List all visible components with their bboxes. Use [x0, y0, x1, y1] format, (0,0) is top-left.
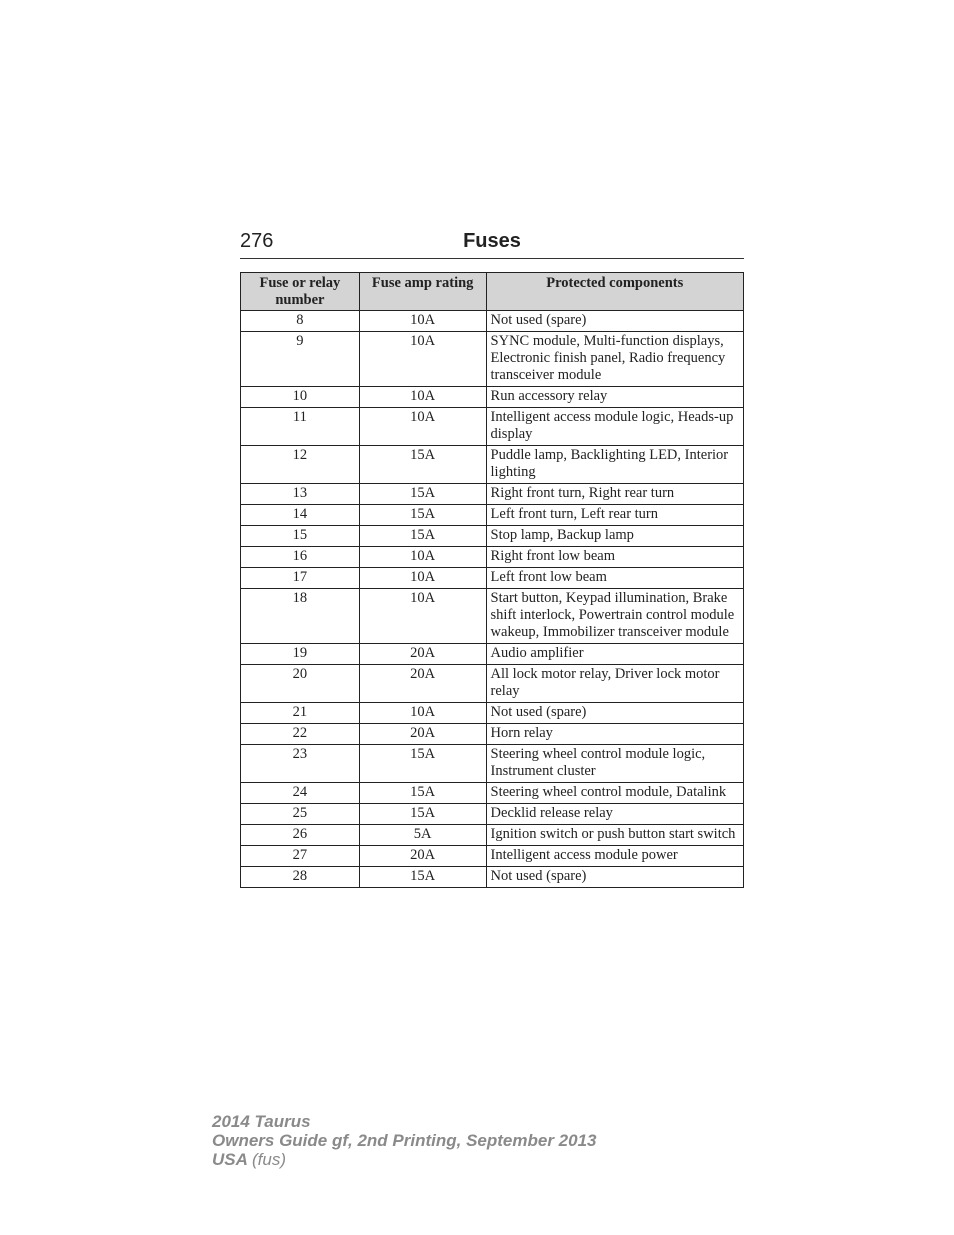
- protected-components-cell: Audio amplifier: [486, 644, 743, 665]
- fuse-number-cell: 16: [241, 547, 360, 568]
- table-row: [241, 526, 744, 547]
- fuse-rating-cell: 10A: [359, 332, 486, 387]
- column-header-number: Fuse or relay number: [241, 273, 360, 311]
- table-body: [241, 311, 744, 888]
- table-row: [241, 568, 744, 589]
- fuse-number-cell: 23: [241, 745, 360, 783]
- table-row: [241, 589, 744, 644]
- fuse-rating-cell: 20A: [359, 644, 486, 665]
- protected-components-cell: Stop lamp, Backup lamp: [486, 526, 743, 547]
- protected-components-cell: Run accessory relay: [486, 387, 743, 408]
- fuse-number-cell: 24: [241, 783, 360, 804]
- footer-edition: Owners Guide gf, 2nd Printing, September 2013: [212, 1131, 597, 1150]
- table-row: [241, 745, 744, 783]
- protected-components-cell: Right front low beam: [486, 547, 743, 568]
- fuse-number-cell: 20: [241, 665, 360, 703]
- table-row: [241, 703, 744, 724]
- fuse-rating-cell: 15A: [359, 446, 486, 484]
- fuse-number-cell: 17: [241, 568, 360, 589]
- column-header-rating: Fuse amp rating: [359, 273, 486, 311]
- table-row: [241, 484, 744, 505]
- footer-region-code: (fus): [252, 1150, 286, 1169]
- fuse-number-cell: 14: [241, 505, 360, 526]
- page-number: 276: [240, 230, 274, 252]
- table-row: [241, 804, 744, 825]
- protected-components-cell: Not used (spare): [486, 703, 743, 724]
- fuse-rating-cell: 15A: [359, 783, 486, 804]
- fuse-rating-cell: 15A: [359, 745, 486, 783]
- table-row: [241, 505, 744, 526]
- fuse-rating-cell: 20A: [359, 665, 486, 703]
- fuse-number-cell: 13: [241, 484, 360, 505]
- protected-components-cell: Intelligent access module power: [486, 846, 743, 867]
- table-row: [241, 846, 744, 867]
- protected-components-cell: All lock motor relay, Driver lock motor relay: [486, 665, 743, 703]
- fuse-rating-cell: 20A: [359, 846, 486, 867]
- footer-region-main: USA: [212, 1150, 248, 1169]
- table-row: [241, 825, 744, 846]
- protected-components-cell: Ignition switch or push button start switch: [486, 825, 743, 846]
- table-row: [241, 446, 744, 484]
- fuse-number-cell: 8: [241, 311, 360, 332]
- fuse-number-cell: 22: [241, 724, 360, 745]
- protected-components-cell: Left front turn, Left rear turn: [486, 505, 743, 526]
- fuse-number-cell: 15: [241, 526, 360, 547]
- fuse-rating-cell: 15A: [359, 804, 486, 825]
- fuse-number-cell: 10: [241, 387, 360, 408]
- fuse-table: [240, 272, 744, 888]
- protected-components-cell: Intelligent access module logic, Heads-up display: [486, 408, 743, 446]
- fuse-rating-cell: 10A: [359, 703, 486, 724]
- table-row: [241, 783, 744, 804]
- page-header: [240, 228, 744, 259]
- page-title: Fuses: [463, 230, 521, 252]
- protected-components-cell: Not used (spare): [486, 311, 743, 332]
- table-row: [241, 644, 744, 665]
- fuse-number-cell: 21: [241, 703, 360, 724]
- protected-components-cell: Steering wheel control module logic, Instrument cluster: [486, 745, 743, 783]
- fuse-rating-cell: 15A: [359, 484, 486, 505]
- protected-components-cell: Steering wheel control module, Datalink: [486, 783, 743, 804]
- protected-components-cell: Left front low beam: [486, 568, 743, 589]
- table-row: [241, 332, 744, 387]
- fuse-number-cell: 19: [241, 644, 360, 665]
- fuse-number-cell: 9: [241, 332, 360, 387]
- fuse-rating-cell: 5A: [359, 825, 486, 846]
- fuse-rating-cell: 15A: [359, 505, 486, 526]
- table-row: [241, 408, 744, 446]
- fuse-number-cell: 28: [241, 867, 360, 888]
- fuse-rating-cell: 10A: [359, 547, 486, 568]
- protected-components-cell: Start button, Keypad illumination, Brake shift interlock, Powertrain control module wakeup, Immobilizer transceiver module: [486, 589, 743, 644]
- fuse-rating-cell: 10A: [359, 589, 486, 644]
- fuse-rating-cell: 15A: [359, 526, 486, 547]
- fuse-number-cell: 26: [241, 825, 360, 846]
- fuse-number-cell: 18: [241, 589, 360, 644]
- protected-components-cell: Right front turn, Right rear turn: [486, 484, 743, 505]
- protected-components-cell: Puddle lamp, Backlighting LED, Interior lighting: [486, 446, 743, 484]
- table-row: [241, 867, 744, 888]
- document-footer: [212, 1112, 596, 1169]
- fuse-number-cell: 25: [241, 804, 360, 825]
- protected-components-cell: Horn relay: [486, 724, 743, 745]
- fuse-number-cell: 12: [241, 446, 360, 484]
- fuse-rating-cell: 10A: [359, 387, 486, 408]
- fuse-rating-cell: 10A: [359, 311, 486, 332]
- fuse-rating-cell: 10A: [359, 568, 486, 589]
- table-header-row: [241, 273, 744, 311]
- column-header-components: Protected components: [486, 273, 743, 311]
- fuse-rating-cell: 20A: [359, 724, 486, 745]
- protected-components-cell: Decklid release relay: [486, 804, 743, 825]
- table-header: [241, 273, 744, 311]
- footer-region: [212, 1150, 596, 1169]
- table-row: [241, 665, 744, 703]
- fuse-number-cell: 27: [241, 846, 360, 867]
- footer-model: 2014 Taurus: [212, 1112, 311, 1131]
- fuse-rating-cell: 10A: [359, 408, 486, 446]
- table-row: [241, 387, 744, 408]
- fuse-number-cell: 11: [241, 408, 360, 446]
- protected-components-cell: Not used (spare): [486, 867, 743, 888]
- table-row: [241, 311, 744, 332]
- table-row: [241, 547, 744, 568]
- protected-components-cell: SYNC module, Multi-function displays, Electronic finish panel, Radio frequency transceiver module: [486, 332, 743, 387]
- fuse-rating-cell: 15A: [359, 867, 486, 888]
- table-row: [241, 724, 744, 745]
